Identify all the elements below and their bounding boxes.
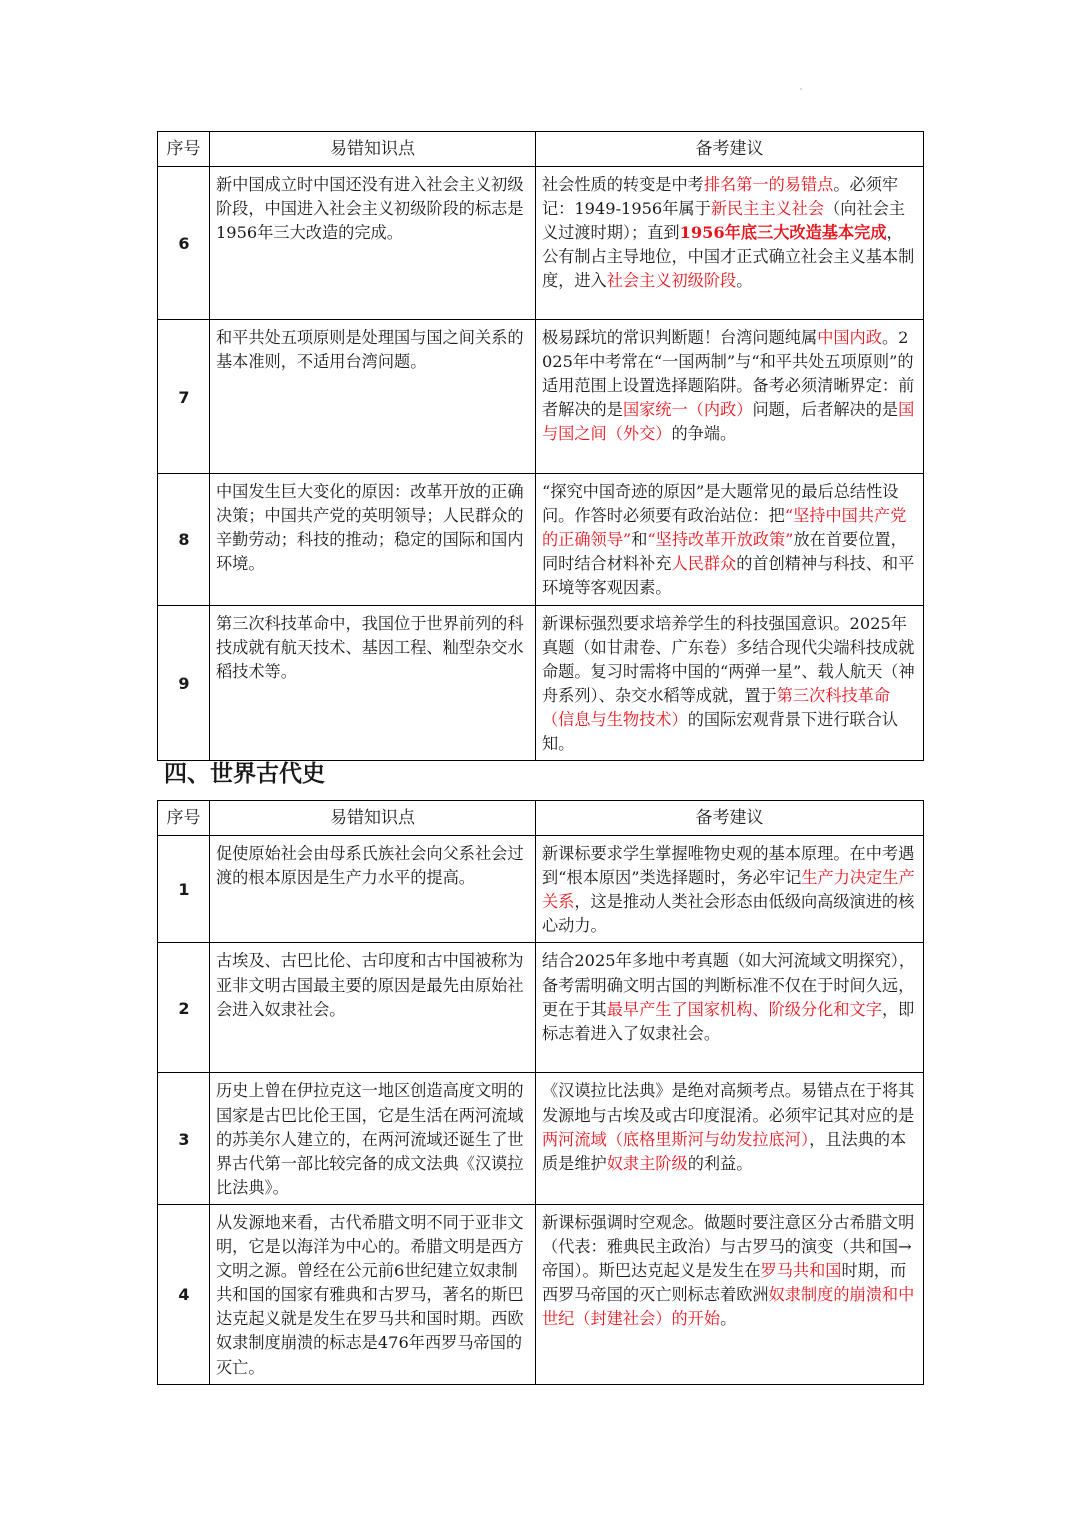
advice-phrase: “探究中国奇迹的原因”是大题常见的最后总结性设问。作答时必须要有政治站位：把 (542, 482, 899, 526)
highlighted-phrase: 国与国之间（外交） (542, 400, 915, 444)
table-header-row (158, 801, 924, 836)
advice-phrase: 的国际宏观背景下进行联合认知。 (542, 709, 899, 754)
advice-phrase: 。2025年中考常在“一国两制”与“和平共处五项原则”的适用范围上设置选择题陷阱。备考必须清晰界定：前者解决的是 (542, 328, 915, 420)
advice-text (536, 1204, 924, 1384)
row-number: 6 (158, 167, 210, 320)
advice-phrase: 的首创精神与科技、和平环境等客观因素。 (542, 554, 915, 598)
error-point-text: 古埃及、古巴比伦、古印度和古中国被称为亚非文明古国最主要的原因是最先由原始社会进入奴隶社会。 (210, 943, 536, 1073)
error-point-text: 第三次科技革命中，我国位于世界前列的科技成就有航天技术、基因工程、籼型杂交水稻技术等。 (210, 605, 536, 761)
highlighted-phrase: 生产力决定生产关系 (542, 868, 915, 912)
advice-text (536, 474, 924, 605)
advice-phrase: 。必须牢记：1949-1956年属于 (542, 175, 899, 219)
advice-phrase: 新课标要求学生掌握唯物史观的基本原理。在中考遇到“根本原因”类选择题时，务必牢记 (542, 844, 915, 888)
header-advice: 备考建议 (536, 801, 924, 836)
highlighted-phrase: 奴隶主阶级 (606, 1153, 688, 1173)
table-row (158, 836, 924, 943)
error-point-text: 从发源地来看，古代希腊文明不同于亚非文明，它是以海洋为中心的。希腊文明是西方文明之源。曾经在公元前6世纪建立奴隶制共和国的国家有雅典和古罗马，著名的斯巴达克起义就是发生在罗马共和国时期。西欧奴隶制度崩溃的标志是476年西罗马帝国的灭亡。 (210, 1204, 536, 1384)
error-point-text: 中国发生巨大变化的原因：改革开放的正确决策；中国共产党的英明领导；人民群众的辛勤劳动；科技的推动；稳定的国际和国内环境。 (210, 474, 536, 605)
table-row (158, 943, 924, 1073)
advice-phrase: 问题，后者解决的是 (752, 400, 899, 420)
highlighted-phrase: “坚持中国共产党的正确领导” (542, 506, 907, 550)
table-row (158, 167, 924, 320)
highlighted-phrase: 人民群众 (671, 554, 737, 574)
table-row (158, 1204, 924, 1384)
highlighted-phrase: “坚持改革开放政策” (647, 530, 794, 550)
advice-phrase: 社会性质的转变是中考 (542, 175, 704, 195)
row-number: 3 (158, 1073, 210, 1204)
advice-phrase: 《汉谟拉比法典》是绝对高频考点。易错点在于将其发源地与古埃及或古印度混淆。必须牢记其对应的是 (542, 1081, 915, 1125)
error-point-text: 和平共处五项原则是处理国与国之间关系的基本准则，不适用台湾问题。 (210, 320, 536, 474)
advice-phrase: ，且法典的本质是维护 (542, 1129, 907, 1173)
highlighted-phrase: 两河流域（底格里斯河与幼发拉底河） (542, 1129, 810, 1149)
error-point-text: 新中国成立时中国还没有进入社会主义初级阶段，中国进入社会主义初级阶段的标志是1956年三大改造的完成。 (210, 167, 536, 320)
error-point-text: 历史上曾在伊拉克这一地区创造高度文明的国家是古巴比伦王国，它是生活在两河流域的苏美尔人建立的，在两河流域还诞生了世界古代第一部比较完备的成文法典《汉谟拉比法典》。 (210, 1073, 536, 1204)
advice-phrase: 新课标强调时空观念。做题时要注意区分古希腊文明（代表：雅典民主政治）与古罗马的演变（共和国→帝国）。斯巴达克起义是发生在 (542, 1212, 915, 1281)
highlighted-phrase: 第三次科技革命（信息与生物技术） (542, 685, 891, 729)
advice-text (536, 167, 924, 320)
advice-phrase: （向社会主义过渡时期）；直到 (542, 199, 906, 243)
highlighted-phrase: 最早产生了国家机构、阶级分化和文字 (606, 999, 882, 1019)
error-points-table-2 (157, 800, 924, 1385)
advice-text (536, 1073, 924, 1204)
highlighted-phrase: 奴隶制度的崩溃和中世纪（封建社会）的开始 (542, 1285, 915, 1329)
header-number: 序号 (158, 801, 210, 836)
advice-phrase: 的利益。 (687, 1153, 753, 1173)
highlighted-phrase: 社会主义初级阶段 (606, 271, 737, 291)
row-number: 1 (158, 836, 210, 943)
header-error-point: 易错知识点 (210, 132, 536, 167)
row-number: 8 (158, 474, 210, 605)
header-advice: 备考建议 (536, 132, 924, 167)
table-row (158, 320, 924, 474)
highlighted-phrase: 国家统一（内政） (622, 400, 753, 420)
advice-phrase: 放在首要位置，同时结合材料补充 (542, 530, 907, 574)
error-points-table-1 (157, 131, 924, 761)
header-error-point: 易错知识点 (210, 801, 536, 836)
advice-phrase: ，即标志着进入了奴隶社会。 (542, 999, 915, 1043)
table-row (158, 474, 924, 605)
table-row (158, 1073, 924, 1204)
table-header-row (158, 132, 924, 167)
error-point-text: 促使原始社会由母系氏族社会向父系社会过渡的根本原因是生产力水平的提高。 (210, 836, 536, 943)
advice-phrase: ，这是推动人类社会形态由低级向高级演进的核心动力。 (542, 892, 915, 936)
advice-text (536, 605, 924, 761)
advice-phrase: 极易踩坑的常识判断题！台湾问题纯属 (542, 328, 818, 348)
row-number: 2 (158, 943, 210, 1073)
highlighted-phrase: 1956年底三大改造基本完成 (679, 223, 887, 243)
advice-phrase: 。 (720, 1309, 737, 1329)
highlighted-phrase: 新民主主义社会 (710, 199, 825, 219)
highlighted-phrase: 中国内政 (817, 328, 882, 348)
advice-text (536, 320, 924, 474)
advice-phrase: 的争端。 (671, 424, 737, 444)
advice-phrase: 结合2025年多地中考真题（如大河流域文明探究），备考需明确文明古国的判断标准不仅在于时间久远，更在于其 (542, 951, 916, 1019)
row-number: 4 (158, 1204, 210, 1384)
advice-phrase: 新课标强烈要求培养学生的科技强国意识。2025年真题（如甘肃卷、广东卷）多结合现代尖端科技成就命题。复习时需将中国的“两弹一星”、载人航天（神舟系列）、杂交水稻等成就，置于 (542, 613, 915, 705)
advice-phrase: 时期，而西罗马帝国的灭亡则标志着欧洲 (542, 1261, 907, 1305)
advice-text (536, 943, 924, 1073)
advice-phrase: ，公有制占主导地位，中国才正式确立社会主义基本制度，进入 (542, 223, 915, 291)
advice-text (536, 836, 924, 943)
row-number: 9 (158, 605, 210, 761)
advice-phrase: 和 (631, 530, 648, 550)
row-number: 7 (158, 320, 210, 474)
header-number: 序号 (158, 132, 210, 167)
section-heading: 四、世界古代史 (164, 760, 325, 787)
highlighted-phrase: 排名第一的易错点 (703, 175, 834, 195)
table-row (158, 605, 924, 761)
highlighted-phrase: 罗马共和国 (760, 1261, 842, 1281)
table-modern-china (157, 131, 923, 761)
table-ancient-world (157, 800, 923, 1385)
advice-phrase: 。 (736, 271, 753, 291)
page-speck (800, 88, 802, 90)
